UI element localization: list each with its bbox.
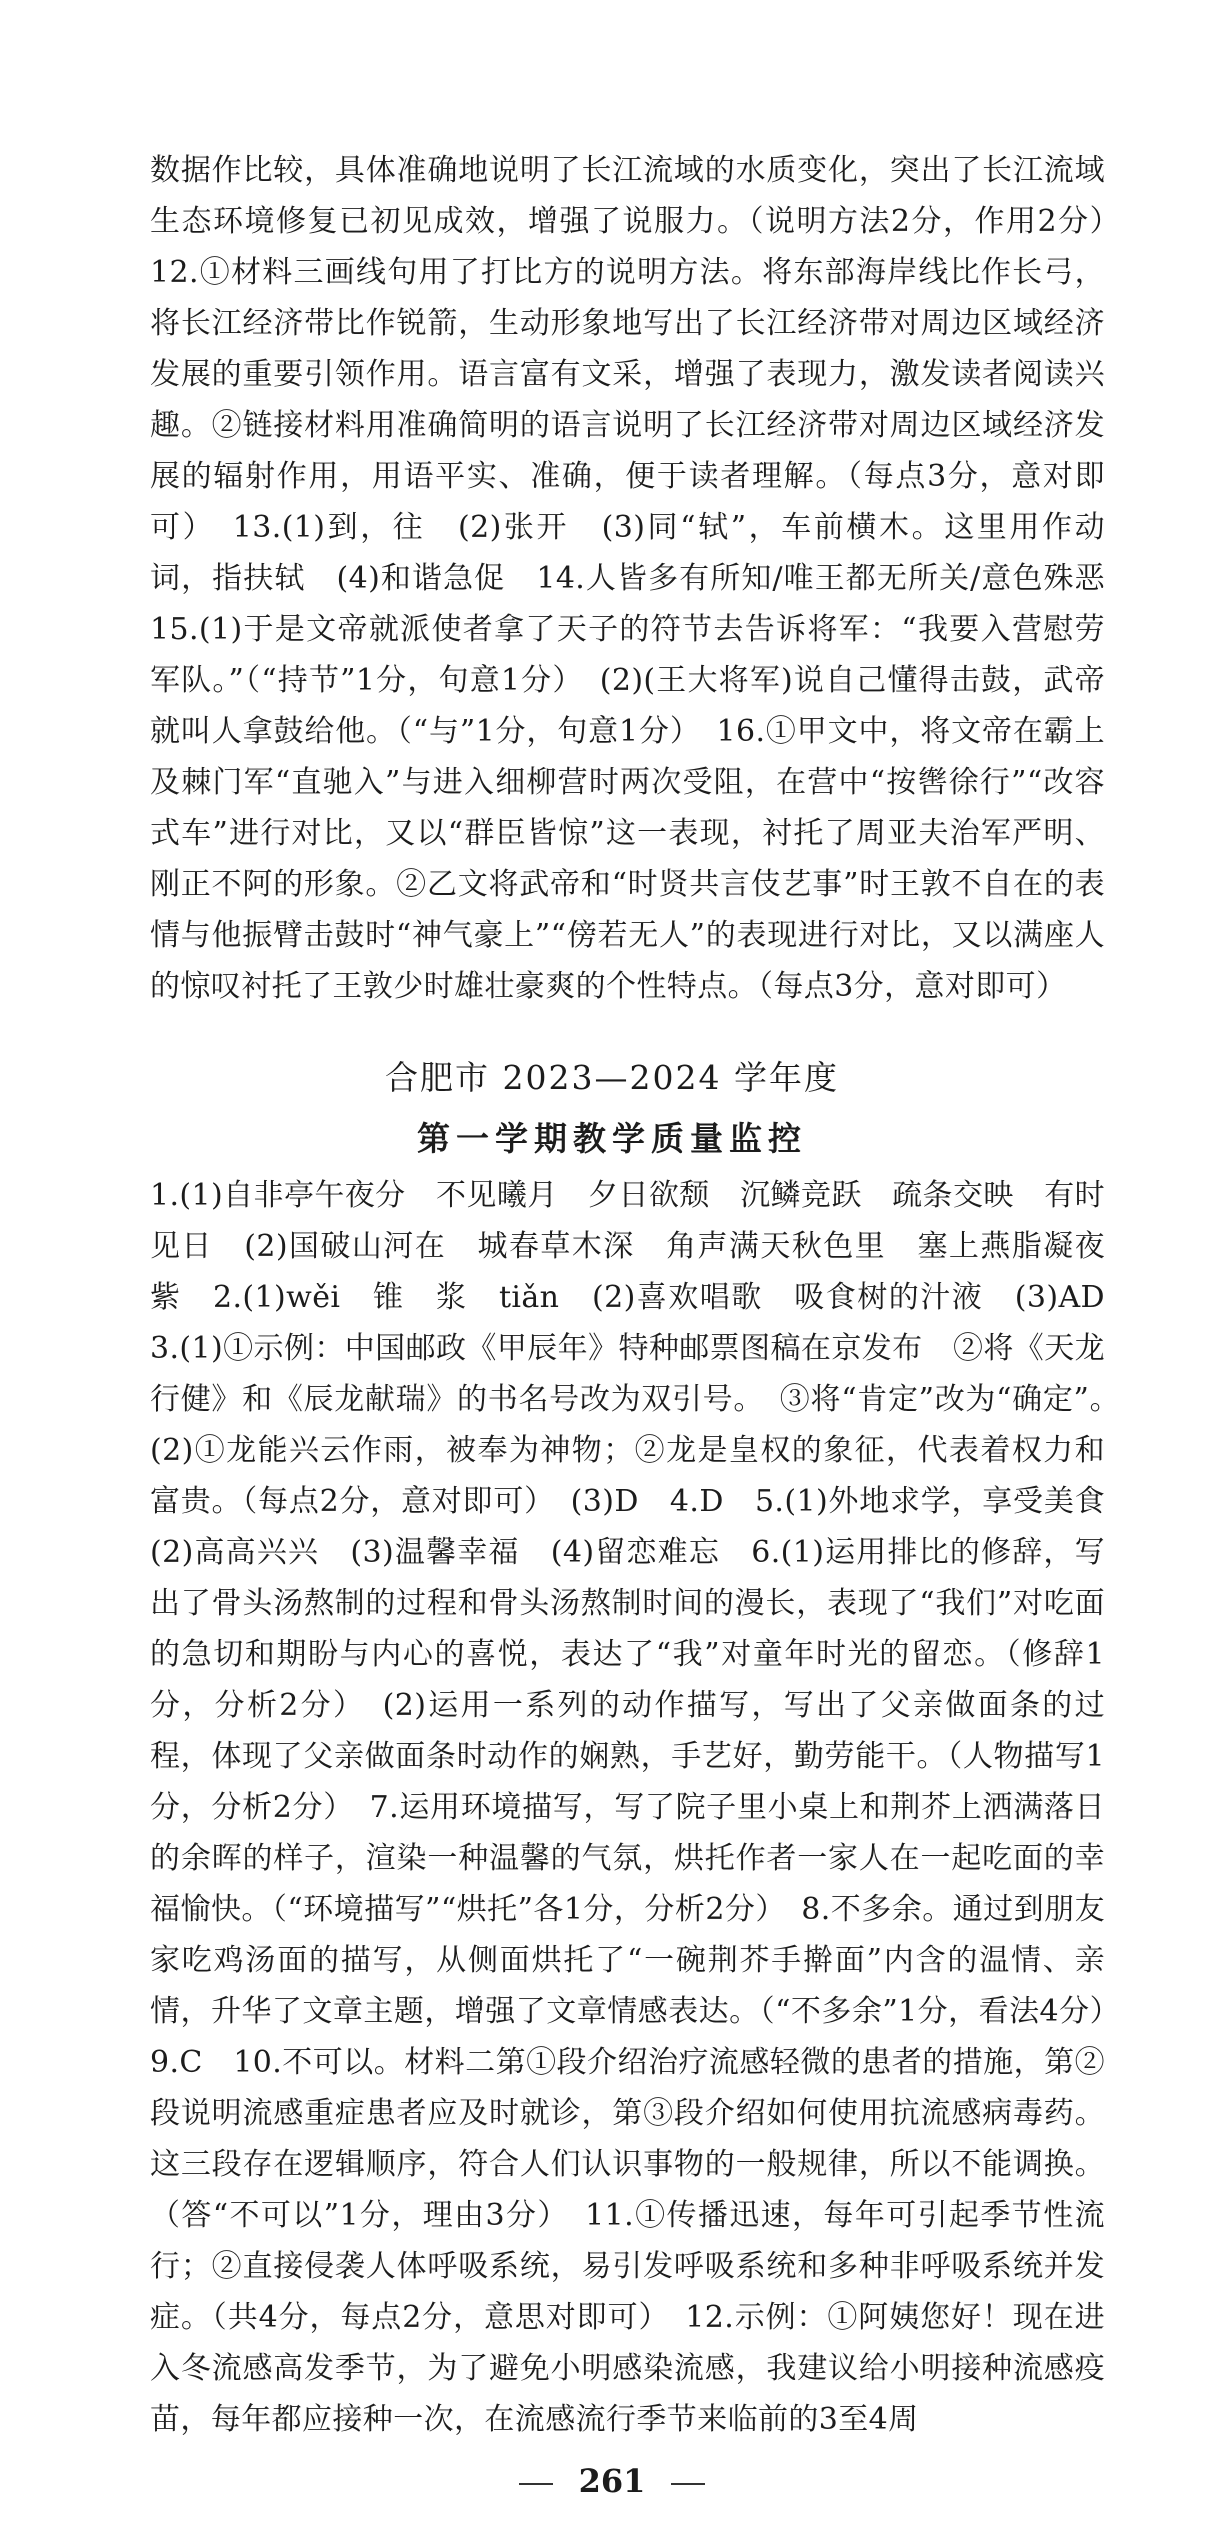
- answer-text-part1: 数据作比较，具体准确地说明了长江流域的水质变化，突出了长江流域生态环境修复已初见成效，增强了说服力。（说明方法2分，作用2分） 12.①材料三画线句用了打比方的说明方法。将东部海岸线比作长弓，将长江经济带比作锐箭，生动形象地写出了长江经济带对周边区域经济发展的重要引领作用。语言富有文采，增强了表现力，激发读者阅读兴趣。②链接材料用准确简明的语言说明了长江经济带对周边区域经济发展的辐射作用，用语平实、准确，便于读者理解。（每点3分，意对即可） 13.(1)到，往 (2)张开 (3)同“轼”，车前横木。这里用作动词，指扶轼 (4)和谐急促 14.人皆多有所知/唯王都无所关/意色殊恶 15.(1)于是文帝就派使者拿了天子的符节去告诉将军：“我要入营慰劳军队。”（“持节”1分，句意1分） (2)(王大将军)说自己懂得击鼓，武帝就叫人拿鼓给他。（“与”1分，句意1分） 16.①甲文中，将文帝在霸上及棘门军“直驰入”与进入细柳营时两次受阻，在营中“按辔徐行”“改容式车”进行对比，又以“群臣皆惊”这一表现，衬托了周亚夫治军严明、刚正不阿的形象。②乙文将武帝和“时贤共言伎艺事”时王敦不自在的表情与他振臂击鼓时“神气豪上”“傍若无人”的表现进行对比，又以满座人的惊叹衬托了王敦少时雄壮豪爽的个性特点。（每点3分，意对即可）: [150, 153, 1136, 1004]
- footer-dash-left: [519, 2483, 553, 2485]
- section-title-exam: 第一学期教学质量监控: [417, 1119, 807, 1158]
- footer-dash-right: [671, 2483, 705, 2485]
- page-number: 261: [578, 2462, 646, 2500]
- answer-text-part2: 1.(1)自非亭午夜分 不见曦月 夕日欲颓 沉鳞竞跃 疏条交映 有时见日 (2)国破山河在 城春草木深 角声满天秋色里 塞上燕脂凝夜紫 2.(1)wěi 锥 浆 tiǎn (2)喜欢唱歌 吸食树的汁液 (3)AD 3.(1)①示例：中国邮政《甲辰年》特种邮票图稿在京发布 ②将《天龙行健》和《辰龙献瑞》的书名号改为双引号。 ③将“肯定”改为“确定”。 (2)①龙能兴云作雨，被奉为神物；②龙是皇权的象征，代表着权力和富贵。（每点2分，意对即可） (3)D 4.D 5.(1)外地求学，享受美食 (2)高高兴兴 (3)温馨幸福 (4)留恋难忘 6.(1)运用排比的修辞，写出了骨头汤熬制的过程和骨头汤熬制时间的漫长，表现了“我们”对吃面的急切和期盼与内心的喜悦，表达了“我”对童年时光的留恋。（修辞1分，分析2分） (2)运用一系列的动作描写，写出了父亲做面条的过程，体现了父亲做面条时动作的娴熟，手艺好，勤劳能干。（人物描写1分，分析2分） 7.运用环境描写，写了院子里小桌上和荆芥上洒满落日的余晖的样子，渲染一种温馨的气氛，烘托作者一家人在一起吃面的幸福愉快。（“环境描写”“烘托”各1分，分析2分） 8.不多余。通过到朋友家吃鸡汤面的描写，从侧面烘托了“一碗荆芥手擀面”内含的温情、亲情，升华了文章主题，增强了文章情感表达。（“不多余”1分，看法4分） 9.C 10.不可以。材料二第①段介绍治疗流感轻微的患者的措施，第②段说明流感重症患者应及时就诊，第③段介绍如何使用抗流感病毒药。这三段存在逻辑顺序，符合人们认识事物的一般规律，所以不能调换。（答“不可以”1分，理由3分） 11.①传播迅速，每年可引起季节性流行；②直接侵袭人体呼吸系统，易引发呼吸系统和多种非呼吸系统并发症。（共4分，每点2分，意思对即可） 12.示例：①阿姨您好！现在进入冬流感高发季节，为了避免小明感染流感，我建议给小明接种流感疫苗，每年都应接种一次，在流感流行季节来临前的3至4周: [150, 1178, 1136, 2437]
- page-footer: [0, 2462, 1224, 2500]
- section-title-year: 合肥市 2023—2024 学年度: [385, 1058, 839, 1097]
